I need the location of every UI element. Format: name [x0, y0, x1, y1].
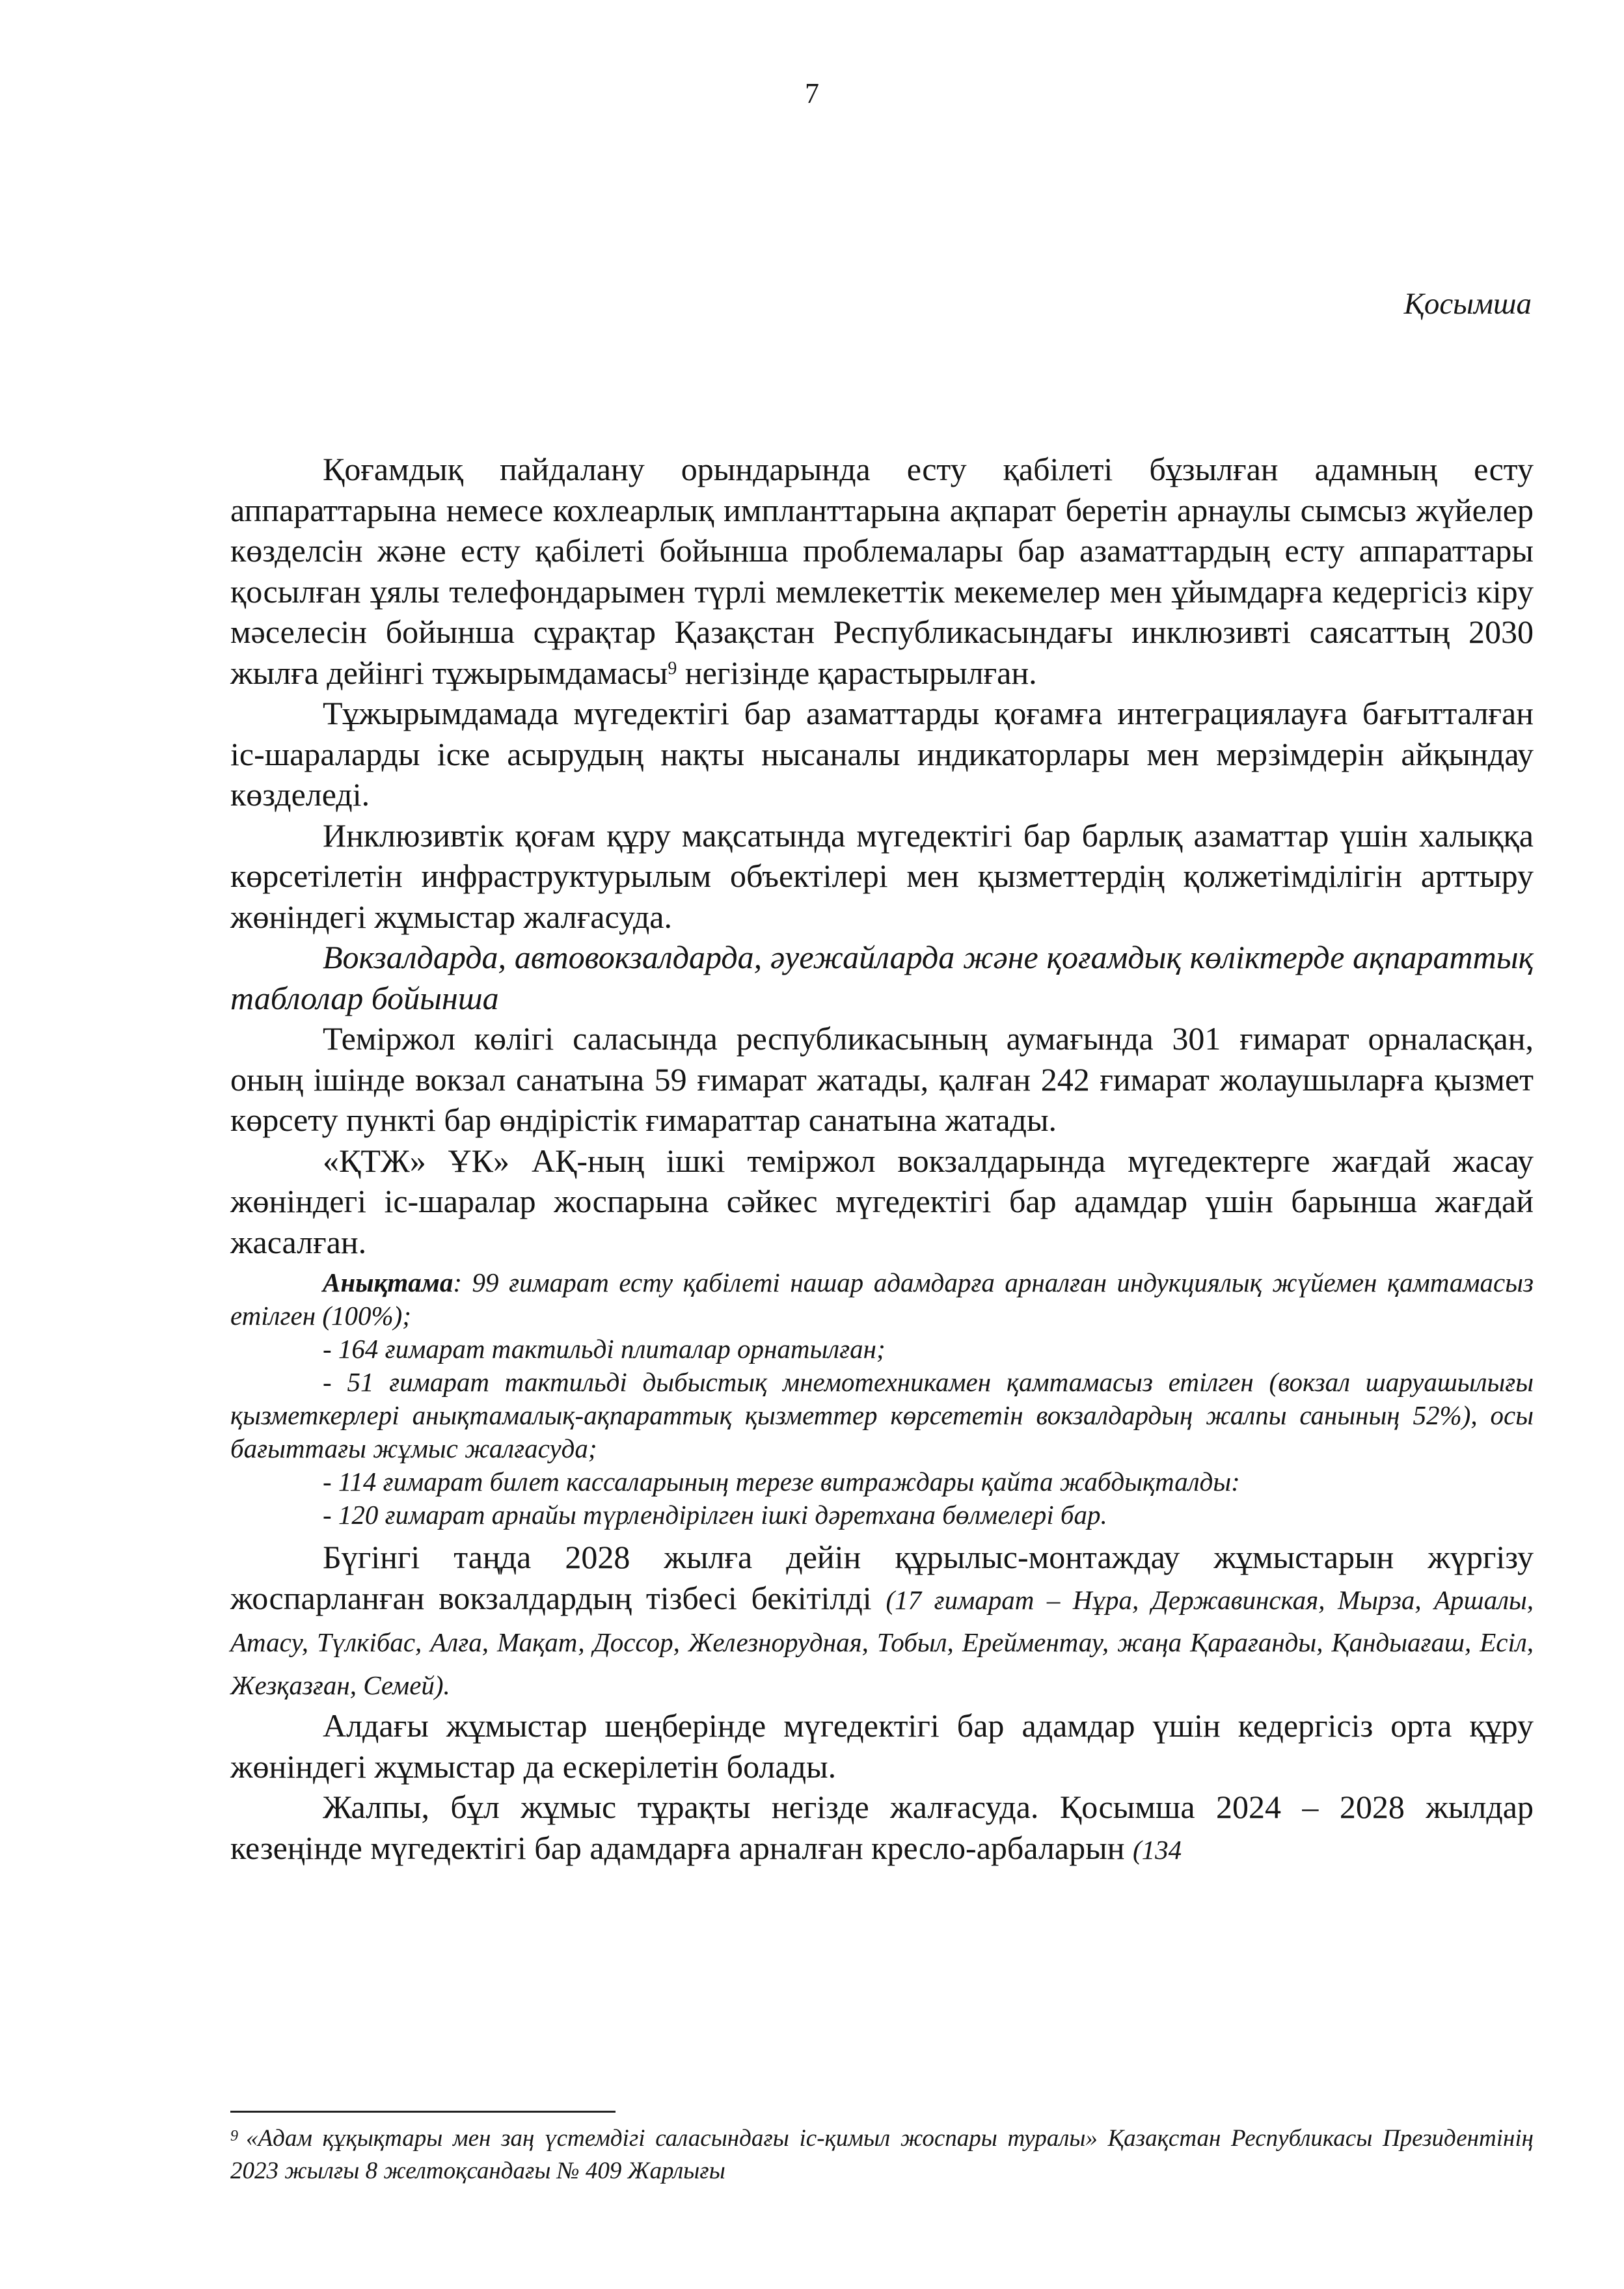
section-heading: Вокзалдарда, автовокзалдарда, әуежайларда және қоғамдық көліктерде ақпараттық таблолар бойынша [230, 939, 1534, 1016]
document-body [230, 449, 1534, 1870]
footnote-reference: 9 [668, 658, 677, 679]
paragraph-8-text: Жалпы, бұл жұмыс тұрақты негізде жалғасуда. Қосымша 2024 – 2028 жылдар кезеңінде мүгедектігі бар адамдарға арналған кресло-арбаларын [230, 1789, 1534, 1866]
page-number: 7 [805, 77, 819, 109]
appendix-label: Қосымша [1403, 287, 1532, 321]
paragraph-7: Алдағы жұмыстар шеңберінде мүгедектігі бар адамдар үшін кедергісіз орта құру жөніндегі жұмыстар да ескерілетін болады. [230, 1707, 1534, 1785]
paragraph-6-station-list: (17 ғимарат – Нұра, Державинская, Мырза, Аршалы, Атасу, Түлкібас, Алға, Мақат, Доссор, Железнорудная, Тобыл, Ерейментау, жаңа Қарағанды, Қандыағаш, Есіл, Жезқазған, Семей). [230, 1584, 1534, 1700]
paragraph-8 [230, 1787, 1534, 1870]
reference-note [230, 1266, 1534, 1333]
paragraph-6-text: Бүгінгі таңда 2028 жылға дейін құрылыс-монтаждау жұмыстарын жүргізу жоспарланған вокзалдардың тізбесі бекітілді [230, 1539, 1534, 1616]
list-item: - 164 ғимарат тактильді плиталар орнатылған; [323, 1334, 886, 1364]
paragraph-6 [230, 1537, 1534, 1705]
paragraph-1-tail: негізінде қарастырылған. [677, 654, 1037, 691]
footnote [230, 2122, 1534, 2187]
list-item: - 114 ғимарат билет кассаларының терезе витраждары қайта жабдықталды: [323, 1467, 1240, 1497]
paragraph-2: Тұжырымдамада мүгедектігі бар азаматтарды қоғамға интеграциялауға бағытталған іс-шараларды іске асырудың нақты нысаналы индикаторлары мен мерзімдерін айқындау көзделеді. [230, 695, 1534, 813]
paragraph-3: Инклюзивтік қоғам құру мақсатында мүгедектігі бар барлық азаматтар үшін халыққа көрсетілетін инфраструктурылым объектілері мен қызметтердің қолжетімділігін арттыру жөніндегі жұмыстар жалғасуда. [230, 817, 1534, 935]
footnote-number: 9 [230, 2128, 238, 2145]
list-item: - 51 ғимарат тактильді дыбыстық мнемотехникамен қамтамасыз етілген (вокзал шаруашылығы қызметкерлері анықтамалық-ақпараттық қызметтер көрсететін вокзалдардың жалпы санының 52%), осы бағыттағы жұмыс жалғасуда; [230, 1367, 1534, 1463]
footnote-divider [230, 2111, 616, 2113]
reference-note-label: Анықтама [323, 1267, 453, 1297]
paragraph-5: «ҚТЖ» ҰК» АҚ-ның ішкі теміржол вокзалдарында мүгедектерге жағдай жасау жөніндегі іс-шаралар жоспарына сәйкес мүгедектігі бар адамдар үшін барынша жағдай жасалған. [230, 1142, 1534, 1260]
list-item: - 120 ғимарат арнайы түрлендірілген ішкі дәретхана бөлмелері бар. [323, 1500, 1107, 1530]
paragraph-1-text: Қоғамдық пайдалану орындарында есту қабілеті бұзылған адамның есту аппараттарына немесе кохлеарлық импланттарына ақпарат беретін арнаулы сымсыз жүйелер көзделсін және есту қабілеті бойынша проблемалары бар азаматтардың есту аппараттары қосылған ұялы телефондарымен түрлі мемлекеттік мекемелер мен ұйымдарға кедергісіз кіру мәселесін бойынша сұрақтар Қазақстан Республикасындағы инклюзивті саясаттың 2030 жылға дейінгі тұжырымдамасы [230, 451, 1534, 691]
reference-note-text: : 99 ғимарат есту қабілеті нашар адамдарға арналған индукциялық жүйемен қамтамасыз етілген (100%); [230, 1267, 1534, 1331]
footnote-text: «Адам құқықтары мен заң үстемдігі саласындағы іс-қимыл жоспары туралы» Қазақстан Республикасы Президентінің 2023 жылғы 8 желтоқсандағы № 409 Жарлығы [230, 2125, 1534, 2184]
paragraph-1 [230, 449, 1534, 693]
paragraph-8-italic: (134 [1132, 1834, 1182, 1865]
paragraph-4: Теміржол көлігі саласында республикасының аумағында 301 ғимарат орналасқан, оның ішінде вокзал санатына 59 ғимарат жатады, қалған 242 ғимарат жолаушыларға қызмет көрсету пункті бар өндірістік ғимараттар санатына жатады. [230, 1020, 1534, 1138]
